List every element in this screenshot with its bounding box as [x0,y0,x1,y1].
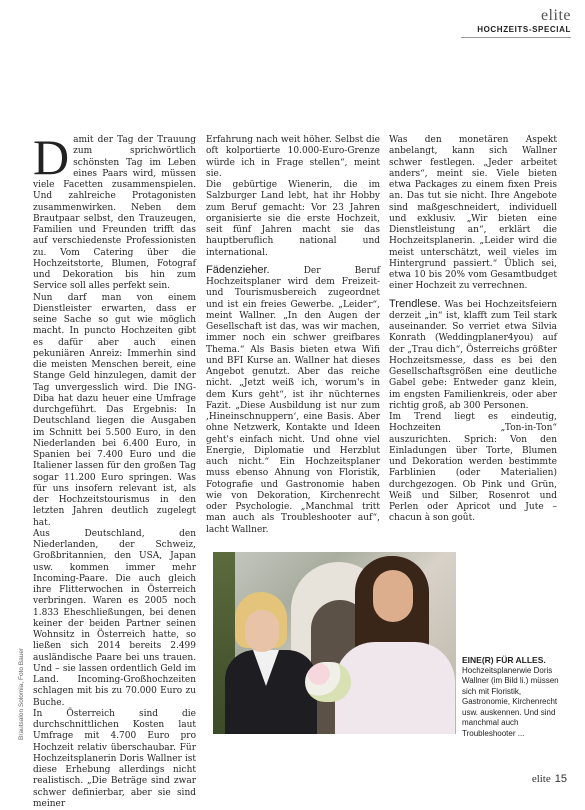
body-paragraph: Aus Deutschland, den Niederlanden, der Schweiz, Großbritannien, den USA, Japan usw. kommen immer mehr Incoming-Paare. Die auch gleich ihre Flitterwochen in Österreich verbringen. Waren es 2005 noch 1.833 Eheschließungen, bei denen keiner der beiden Partner seinen Wohnsitz in Österreich hatte, so ließen sich 2014 bereits 2.499 ausländische Paare bei uns trauen. Und – sie lassen ordentlich Geld im Land. Incoming-Großhochzeiten schlagen mit bis zu 70.000 Euro zu Buche. [33,528,196,708]
body-paragraph: In Österreich sind die durchschnittlichen Kosten laut Umfrage mit 4.700 Euro pro Hochzeit relativ überschaubar. Für Hochzeitsplanerin Doris Wallner ist diese Erhebung allerdings nicht realistisch. „Die Beträge sind zwar schwer definierbar, aber sie sind meiner [33,708,196,809]
intro-text: amit der Tag der Trauung zum sprichwörtlich schönsten Tag im Leben eines Paars wird, müssen viele Facetten zusammenspielen. Und zahlreiche Protagonisten zusammenwirken. Neben dem Brautpaar selbst, den Trauzeugen, Familien und Freunden trifft das auf verschiedenste Professionisten zu. Vom Catering über die Hochzeitstorte, Blumen, Fotograf und Dekoration bis hin zum Service soll alles perfekt sein. [33,135,196,292]
body-text: Was bei Hochzeitsfeiern derzeit „in“ ist, klafft zum Teil stark auseinander. So verriet etwa Silvia Konrath (Weddingplaner4you) auf der „Trau dich“, Österreichs größter Hochzeitsmesse, dass es bei den Gesellschaftsgrößen eine deutliche Gabel gebe: Entweder ganz klein, im engsten Familienkreis, oder aber richtig groß, ab 300 Personen. [389,299,557,411]
article-column-1 [33,129,196,810]
magazine-brand: elite [540,7,571,24]
body-paragraph [206,265,380,536]
footer-brand: elite [531,773,551,785]
body-text: Der Beruf Hochzeitsplaner wird dem Freizeit- und Tourismusbereich zugeordnet und ist ein freies Gewerbe. „Leider“, meint Wallner. „In den Augen der Gesellschaft ist das, was wir machen, immer noch ein schwer greifbares Thema.“ Als Basis bieten etwa Wifi und BFI Kurse an. Wallner hat dieses Angebot genutzt. Aber das reiche nicht. „Jetzt weiß ich, worum's in dem Kurs geht“, ist ihr nüchternes Fazit. „Diese Ausbildung ist nur zum ‚Hineinschnuppern‘, eine Basis. Aber ohne Netzwerk, Kontakte und Ideen geht's einfach nicht. Und ohne viel Energie, Diplomatie und Herzblut auch nicht.“ Ein Hochzeitsplaner muss ebenso Ahnung von Floristik, Fotografie und Gastronomie haben wie von Dekoration, Kirchenrecht oder Psychologie. „Manchmal tritt man auch als Troubleshooter auf“, lacht Wallner. [206,265,380,535]
page-header [477,8,571,34]
photo-credit: Brautsalon Solomia, Foto Bauer [18,647,25,740]
header-divider [461,37,571,38]
photo-caption [462,655,562,739]
bouquet [305,662,351,702]
subhead-faedenzieher: Fädenzieher. [206,263,270,276]
planner-face [245,610,279,652]
body-paragraph: Nun darf man von einem Dienstleister erwarten, dass er seine Sache so gut wie möglich macht. In puncto Hochzeiten gibt es dafür aber auch einen pekuniären Anreiz: Immerhin sind die meisten Menschen bereit, eine Stange Geld hinzulegen, damit der Tag unvergesslich wird. Die ING-Diba hat dazu heuer eine Umfrage durchgeführt. Das Ergebnis: In Deutschland liegen die Ausgaben im Schnitt bei 5.500 Euro, in den Niederlanden bei 6.400 Euro, in Spanien bei 7.400 Euro und die Italiener lassen für den großen Tag sogar 11.200 Euro springen. Was für uns insofern relevant ist, als der Hochzeitstourismus in den letzten Jahren deutlich zugelegt hat. [33,292,196,528]
caption-body: Hochzeitsplanerwie Doris Wallner (im Bild li.) müssen sich mit Floristik, Gastronomie, Kirchenrecht usw. auskennen. Und sind manchmal auch Troubleshooter ... [462,665,559,738]
caption-heading: EINE(R) FÜR ALLES. [462,655,546,665]
section-label: HOCHZEITS-SPECIAL [477,25,571,34]
body-paragraph: Erfahrung nach weit höher. Selbst die oft kolportierte 10.000-Euro-Grenze würde ich in Frage stellen“, meint sie. [206,135,380,179]
body-paragraph: Die gebürtige Wienerin, die im Salzburger Land lebt, hat ihr Hobby zum Beruf gemacht: Vor 23 Jahren organisierte sie die erste Hochzeit, seit fünf Jahren macht sie das hauptberuflich national und international. [206,180,380,258]
article-column-2 [206,135,380,536]
intro-paragraph [33,129,196,293]
body-paragraph [389,299,557,413]
subhead-trendlese: Trendlese. [389,297,441,310]
page-footer [532,772,567,785]
bride-dress [335,642,455,734]
drop-cap: D [33,129,70,185]
body-paragraph: Im Trend liegt es eindeutig, Hochzeiten „Ton-in-Ton“ auszurichten. Sprich: Von den Einladungen über Torte, Blumen und Dekoration werden bestimmte Farblinien (oder Materialien) durchgezogen. Ob Pink und Grün, Weiß und Silber, Rosenrot und Perlen oder Apricot und Jute – chacun à son goût. [389,412,557,524]
page-number: 15 [554,773,567,785]
body-paragraph: Was den monetären Aspekt anbelangt, kann sich Wallner schwer festlegen. „Jeder arbeitet anders“, meint sie. Viele bieten etwa Packages zu einem fixen Preis an. Das tut sie nicht. Ihre Angebote sind maßgeschneidert, individuell und exklusiv. „Wir bieten eine Dienstleistung an“, erklärt die Hochzeitsplanerin. „Leider wird die meist unterschätzt, weil vieles im Hintergrund passiert.“ Üblich sei, etwa 10 bis 20% vom Gesamtbudget einer Hochzeit zu verrechnen. [389,135,557,292]
article-column-3 [389,135,557,525]
wedding-photo [213,552,456,734]
bride-face [373,570,413,622]
